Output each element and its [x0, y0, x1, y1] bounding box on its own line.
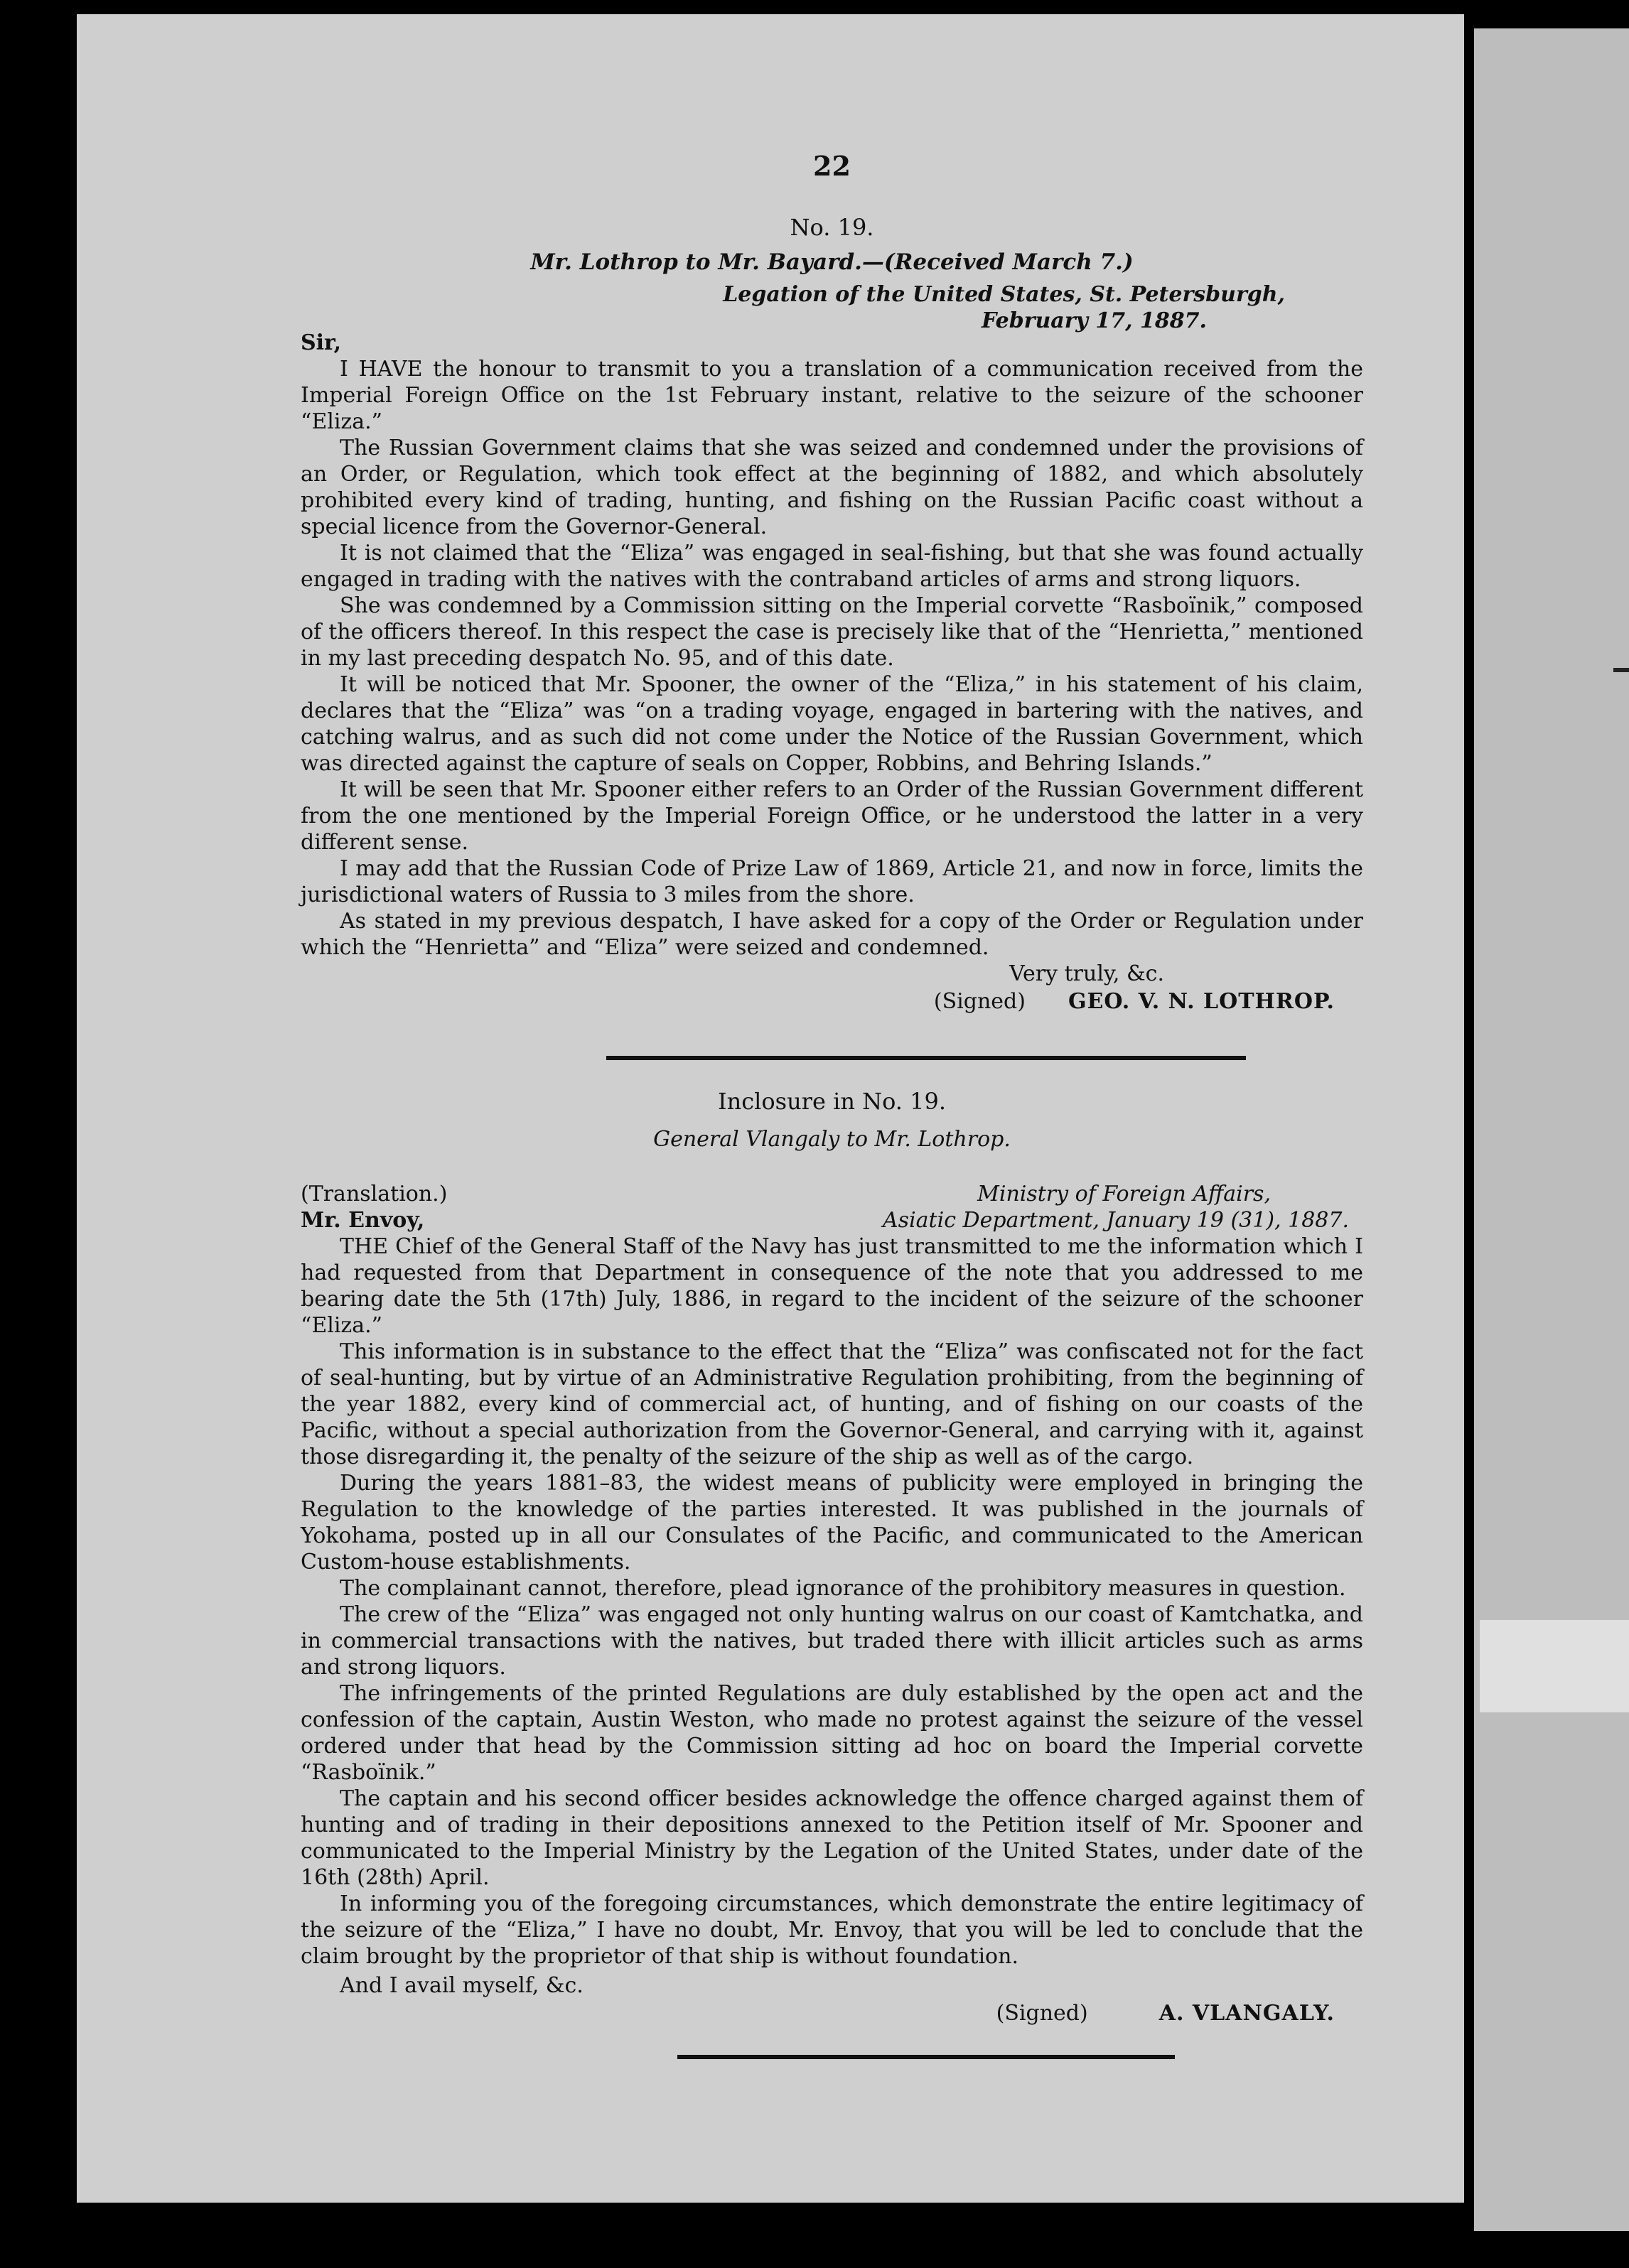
inclosure-paragraph: This information is in substance to the effect that the “Eliza” was confiscated not for the fact of seal-hunting, but by virtue of an Administrative Regulation prohibiting, from the beginning of the year 1882, every kind of commercial act, of hunting, and of fishing on our coasts of the Pacific, without a special authorization from the Governor-General, and carrying with it, against those disregarding it, the penalty of the seizure of the ship as well as of the cargo. [301, 1339, 1363, 1469]
inclosure-paragraph: THE Chief of the General Staff of the Navy has just transmitted to me the information which I had requested from that Department in consequence of the note that you addressed to me bearing date the 5th (17th) July, 1886, in regard to the incident of the seizure of the schooner “Eliza.” [301, 1234, 1363, 1338]
letter-dateline-2: February 17, 1887. [981, 308, 1207, 333]
letter-paragraph: It is not claimed that the “Eliza” was engaged in seal-fishing, but that she was found actually engaged in trading with the natives with the contraband articles of arms and strong liquors. [301, 541, 1363, 592]
letter-paragraph: She was condemned by a Commission sitting on the Imperial corvette “Rasboïnik,” composed of the officers thereof. In this respect the case is precisely like that of the “Henrietta,” mentioned in my last preceding despatch No. 95, and of this date. [301, 593, 1363, 671]
inclosure-paragraph: The complainant cannot, therefore, plead ignorance of the prohibitory measures in question. [340, 1576, 1346, 1601]
inclosure-body [301, 1233, 1363, 1970]
signed-label: (Signed) [933, 989, 1026, 1014]
inclosure-dateline-1: Ministry of Foreign Affairs, [977, 1182, 1271, 1206]
letter-signature-line [301, 988, 1363, 1015]
letter-paragraph: I may add that the Russian Code of Prize Law of 1869, Article 21, and now in force, limits the jurisdictional waters of Russia to 3 miles from the shore. [301, 856, 1363, 907]
section-divider [606, 1056, 1246, 1060]
inclosure-closing: And I avail myself, &c. [340, 1973, 584, 1998]
letter-salutation: Sir, [301, 330, 342, 355]
letter-paragraph: The Russian Government claims that she was seized and condemned under the provisions of an Order, or Regulation, which took effect at the beginning of 1882, and which absolutely prohibited every kind of trading, hunting, and fishing on the Russian Pacific coast without a special licence from the Governor-General. [301, 436, 1363, 539]
inclosure-paragraph: During the years 1881–83, the widest means of publicity were employed in bringing the Regulation to the knowledge of the parties interested. It was published in the journals of Yokohama, posted up in all our Consulates of the Pacific, and communicated to the American Custom-house establishments. [301, 1471, 1363, 1575]
letter-paragraph: It will be noticed that Mr. Spooner, the owner of the “Eliza,” in his statement of his claim, declares that the “Eliza” was “on a trading voyage, engaged in bartering with the natives, and catching walrus, and as such did not come under the Notice of the Russian Government, which was directed against the capture of seals on Copper, Robbins, and Behring Islands.” [301, 672, 1363, 776]
letter-dateline-1: Legation of the United States, St. Petersburgh, [723, 282, 1285, 307]
letter-body [301, 356, 1363, 961]
letter-closing: Very truly, &c. [1009, 961, 1164, 986]
inclosure-heading: General Vlangaly to Mr. Lothrop. [653, 1127, 1011, 1152]
inclosure-paragraph: In informing you of the foregoing circumstances, which demonstrate the entire legitimacy of the seizure of the “Eliza,” I have no doubt, Mr. Envoy, that you will be led to conclude that the claim brought by the proprietor of that ship is without foundation. [301, 1891, 1363, 1969]
letter-signer: GEO. V. N. LOTHROP. [1068, 989, 1335, 1014]
letter-paragraph: As stated in my previous despatch, I have asked for a copy of the Order or Regulation under which the “Henrietta” and “Eliza” were seized and condemned. [301, 909, 1363, 960]
adjacent-page-mark [1613, 668, 1629, 672]
inclosure-dateline-2: Asiatic Department, January 19 (31), 1887. [883, 1208, 1349, 1233]
letter-paragraph: I HAVE the honour to transmit to you a translation of a communication received from the Imperial Foreign Office on the 1st February instant, relative to the seizure of the schooner “Eliza.” [301, 357, 1363, 434]
adjacent-page-edge [1474, 28, 1629, 2231]
translation-label: (Translation.) [301, 1182, 448, 1206]
end-divider [677, 2055, 1175, 2059]
inclosure-paragraph: The crew of the “Eliza” was engaged not only hunting walrus on our coast of Kamtchatka, and in commercial transactions with the natives, but traded there with illicit articles such as arms and strong liquors. [301, 1602, 1363, 1680]
document-number: No. 19. [790, 214, 874, 241]
page-number: 22 [813, 150, 851, 182]
inclosure-salutation: Mr. Envoy, [301, 1208, 425, 1233]
inclosure-signature-line [301, 2000, 1363, 2026]
inclosure-paragraph: The infringements of the printed Regulations are duly established by the open act and the confession of the captain, Austin Weston, who made no protest against the seizure of the vessel ordered under that head by the Commission sitting ad hoc on board the Imperial corvette “Rasboïnik.” [301, 1681, 1363, 1785]
letter-heading: Mr. Lothrop to Mr. Bayard.—(Received March 7.) [530, 249, 1134, 275]
letter-paragraph: It will be seen that Mr. Spooner either refers to an Order of the Russian Government different from the one mentioned by the Imperial Foreign Office, or he understood the latter in a very different sense. [301, 777, 1363, 855]
inclosure-paragraph: The captain and his second officer besides acknowledge the offence charged against them of hunting and of trading in their depositions annexed to the Petition itself of Mr. Spooner and communicated to the Imperial Ministry by the Legation of the United States, under date of the 16th (28th) April. [301, 1786, 1363, 1890]
document-page [77, 14, 1464, 2203]
inclosure-dateline-row-2 [301, 1207, 1363, 1233]
inclosure-signer: A. VLANGALY. [1158, 2001, 1335, 2026]
inclosure-dateline-row-1 [301, 1181, 1363, 1207]
page-content [301, 150, 1363, 2059]
signed-label: (Signed) [996, 2001, 1088, 2026]
adjacent-page-tab [1480, 1620, 1629, 1712]
inclosure-title: Inclosure in No. 19. [717, 1088, 947, 1115]
